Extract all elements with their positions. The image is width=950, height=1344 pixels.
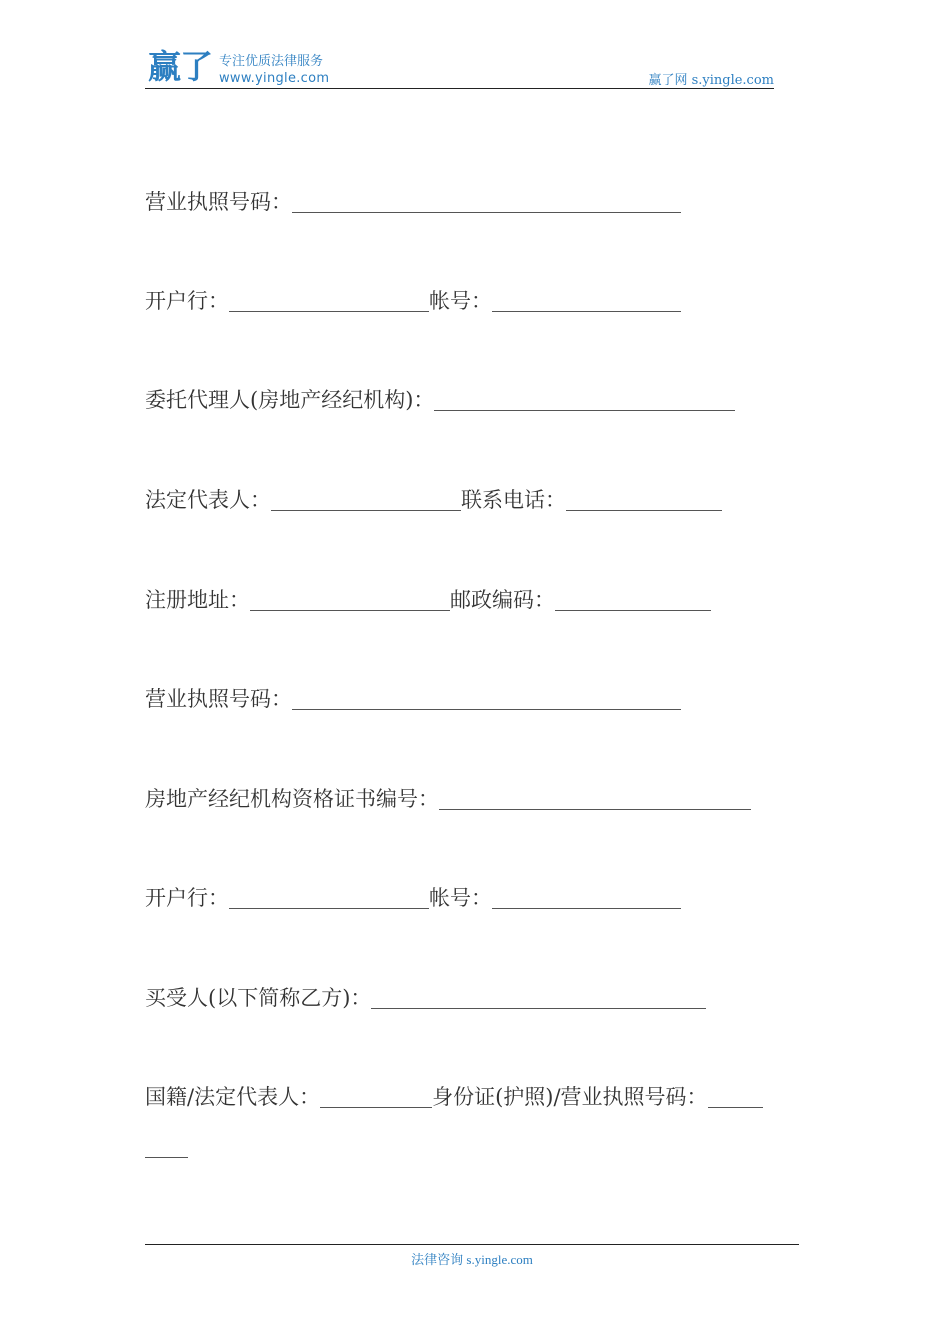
- fill-blank[interactable]: [271, 488, 461, 511]
- fill-blank[interactable]: [320, 1085, 432, 1108]
- field-label: 国籍/法定代表人：: [145, 1085, 321, 1109]
- form-line-address-postcode: [145, 584, 711, 614]
- field-label: 帐号：: [429, 289, 492, 313]
- form-line-buyer: [145, 982, 706, 1012]
- fill-blank[interactable]: [439, 787, 751, 810]
- field-label: 身份证(护照)/营业执照号码：: [432, 1085, 708, 1109]
- form-line-legal-rep-phone: [145, 484, 722, 514]
- fill-blank[interactable]: [708, 1085, 763, 1108]
- fill-blank[interactable]: [371, 986, 706, 1009]
- logo-url: www.yingle.com: [219, 71, 330, 86]
- fill-blank[interactable]: [229, 886, 429, 909]
- field-label: 营业执照号码：: [145, 687, 292, 711]
- fill-blank[interactable]: [434, 388, 735, 411]
- header-site-link[interactable]: 赢了网 s.yingle.com: [648, 73, 774, 88]
- form-line-nationality-id: [145, 1081, 763, 1111]
- logo-slogan: 专注优质法律服务: [219, 54, 324, 69]
- logo-mark: 赢了: [148, 47, 212, 86]
- page-header: [145, 48, 774, 89]
- field-label: 营业执照号码：: [145, 190, 292, 214]
- field-label: 帐号：: [429, 886, 492, 910]
- page-footer: [145, 1244, 799, 1267]
- form-line-agency-certificate: [145, 783, 751, 813]
- fill-blank[interactable]: [292, 190, 681, 213]
- form-line-agent: [145, 384, 735, 414]
- field-label: 注册地址：: [145, 588, 250, 612]
- form-line-business-license-2: [145, 683, 681, 713]
- fill-blank[interactable]: [492, 886, 681, 909]
- fill-blank[interactable]: [292, 687, 681, 710]
- field-label: 开户行：: [145, 886, 229, 910]
- fill-blank[interactable]: [492, 289, 681, 312]
- field-label: 房地产经纪机构资格证书编号：: [145, 787, 439, 811]
- field-label: 委托代理人(房地产经纪机构)：: [145, 388, 435, 412]
- field-label: 法定代表人：: [145, 488, 271, 512]
- fill-blank-continued[interactable]: [145, 1135, 188, 1158]
- fill-blank[interactable]: [250, 588, 450, 611]
- form-line-business-license: [145, 186, 681, 216]
- field-label: 联系电话：: [461, 488, 566, 512]
- fill-blank[interactable]: [566, 488, 722, 511]
- field-label: 买受人(以下简称乙方)：: [145, 986, 372, 1010]
- field-label: 邮政编码：: [450, 588, 555, 612]
- form-line-bank-account: [145, 285, 681, 315]
- fill-blank[interactable]: [555, 588, 711, 611]
- form-line-bank-account-2: [145, 882, 681, 912]
- footer-link[interactable]: 法律咨询 s.yingle.com: [411, 1252, 533, 1267]
- fill-blank[interactable]: [229, 289, 429, 312]
- field-label: 开户行：: [145, 289, 229, 313]
